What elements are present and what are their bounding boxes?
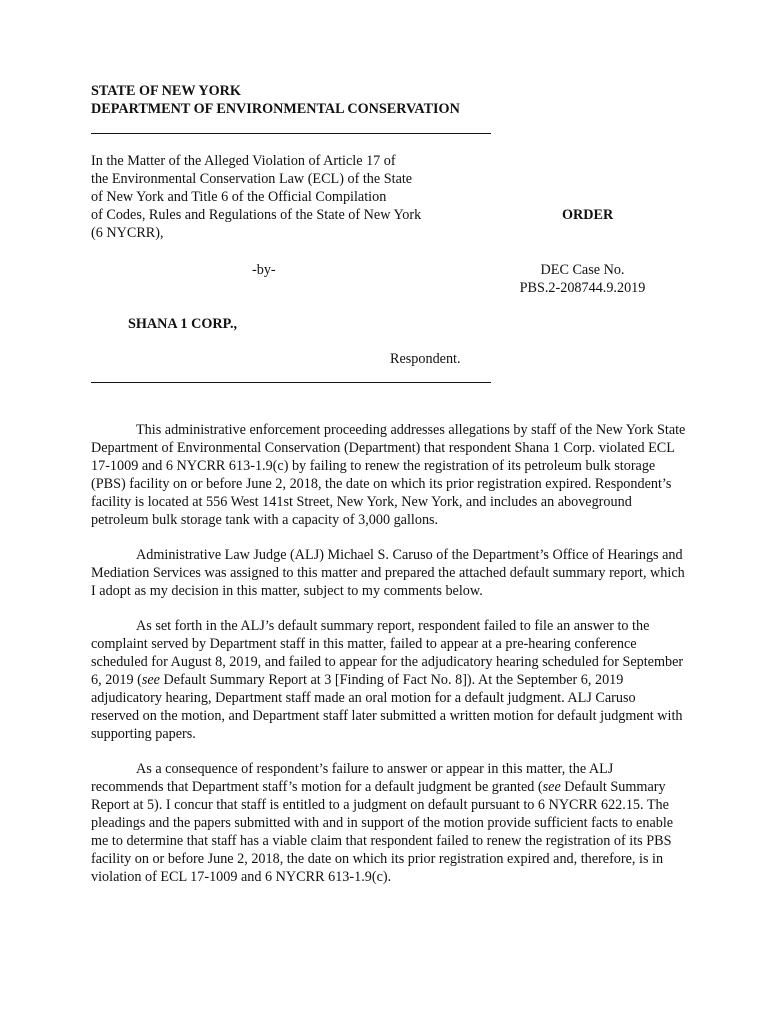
caption-bottom-rule: [91, 382, 491, 383]
order-title: ORDER: [562, 207, 614, 223]
paragraph-text: Default Summary Report at 3 [Finding of Fact No. 8]). At the September 6, 2019 adjudicatory hearing, Department staff made an oral motion for a default judgment. ALJ Caruso reserved on the motion, and Department staff later submitted a written motion for default judgment with supporting papers.: [91, 672, 683, 742]
respondent-label: Respondent.: [390, 351, 461, 367]
caption-line: of Codes, Rules and Regulations of the State of New York: [91, 207, 422, 223]
caption-line: of New York and Title 6 of the Official Compilation: [91, 189, 387, 205]
body-paragraph-2: Administrative Law Judge (ALJ) Michael S. Caruso of the Department’s Office of Hearings and Mediation Services was assigned to this matter and prepared the attached default summary report, which I adopt as my decision in this matter, subject to my comments below.: [91, 547, 685, 599]
by-label: -by-: [252, 262, 276, 278]
caption-line: the Environmental Conservation Law (ECL) of the State: [91, 171, 413, 187]
body-paragraph-4: [91, 760, 687, 886]
citation-signal: see: [141, 672, 160, 688]
caption-top-rule: [91, 133, 491, 134]
caption-line: In the Matter of the Alleged Violation of Article 17 of: [91, 153, 396, 169]
case-number: PBS.2-208744.9.2019: [519, 280, 646, 296]
agency-header: [91, 82, 460, 118]
paragraph-text: As set forth in the ALJ’s default summary report, respondent failed to file an answer to the complaint served by Department staff in this matter, failed to appear at a pre-hearing conference scheduled for August 8, 2019, and failed to appear for the adjudicatory hearing scheduled for September 6, 2019 (: [91, 618, 684, 688]
body-paragraph-3: [91, 617, 687, 743]
respondent-name: SHANA 1 CORP.,: [128, 316, 238, 332]
paragraph-text: Default Summary Report at 5). I concur that staff is entitled to a judgment on default pursuant to 6 NYCRR 622.15. The pleadings and the papers submitted with and in support of the motion provide sufficient facts to enable me to determine that staff has a viable claim that respondent failed to renew the registration of its PBS facility on or before June 2, 2018, the date on which its prior registration expired and, therefore, is in violation of ECL 17-1009 and 6 NYCRR 613-1.9(c).: [91, 779, 674, 885]
department-heading: DEPARTMENT OF ENVIRONMENTAL CONSERVATION: [91, 101, 460, 117]
case-number-label: DEC Case No.: [540, 262, 625, 278]
body-paragraph-1: This administrative enforcement proceeding addresses allegations by staff of the New York State Department of Environmental Conservation (Department) that respondent Shana 1 Corp. violated ECL 17-1009 and 6 NYCRR 613-1.9(c) by failing to renew the registration of its petroleum bulk storage (PBS) facility on or before June 2, 2018, the date on which its prior registration expired. Respondent’s facility is located at 556 West 141st Street, New York, New York, and includes an aboveground petroleum bulk storage tank with a capacity of 3,000 gallons.: [91, 422, 686, 528]
order-body: [91, 421, 687, 903]
caption-line: (6 NYCRR),: [91, 225, 164, 241]
state-heading: STATE OF NEW YORK: [91, 83, 241, 99]
citation-signal: see: [542, 779, 561, 795]
paragraph-text: As a consequence of respondent’s failure to answer or appear in this matter, the ALJ recommends that Department staff’s motion for a default judgment be granted (: [91, 761, 614, 795]
matter-caption: [91, 152, 491, 242]
case-number-block: [500, 261, 665, 297]
